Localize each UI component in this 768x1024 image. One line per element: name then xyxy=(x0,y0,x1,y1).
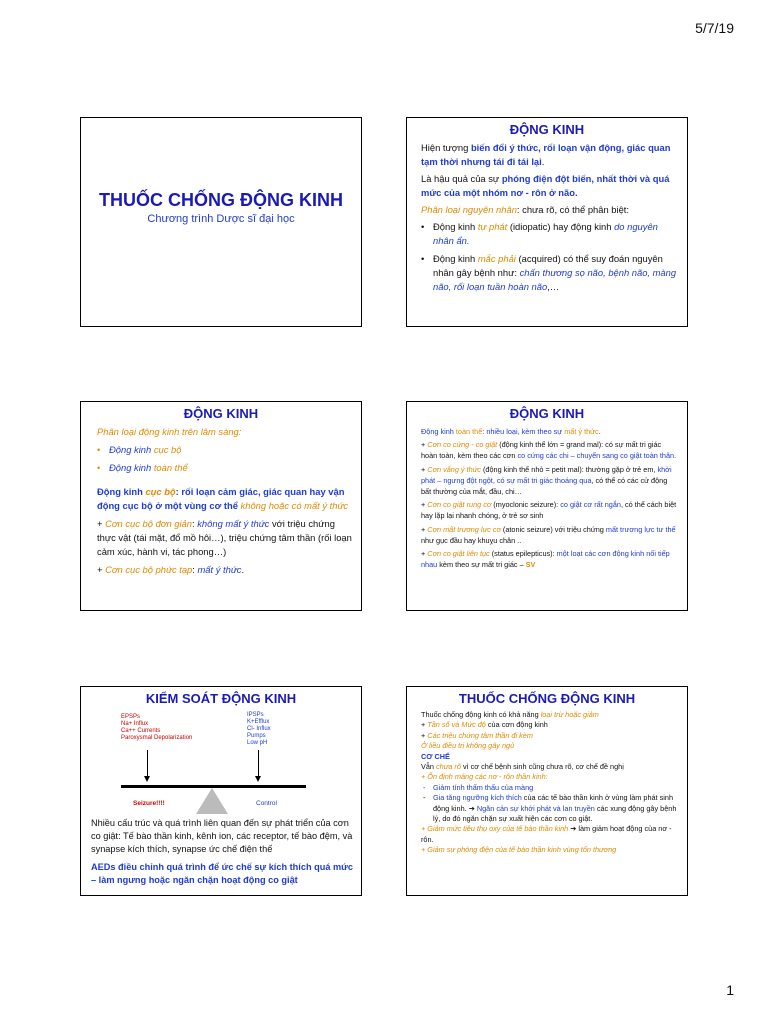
control-label: Control xyxy=(256,800,277,807)
arrowhead-right-icon xyxy=(255,776,261,782)
text-highlight: mất ý thức xyxy=(197,564,242,575)
slide6-line xyxy=(421,720,679,730)
page-number: 1 xyxy=(726,982,734,998)
balance-diagram xyxy=(121,714,321,814)
text: kèm theo sự mất tri giác – xyxy=(437,560,526,570)
text: (atonic seizure) với triệu chứng xyxy=(500,524,606,534)
slide6-subitem: - Giảm tính thấm thấu của màng xyxy=(421,783,679,793)
text-highlight: một loạt các cơn động kinh nối tiếp nhau xyxy=(421,549,670,570)
slide3-body xyxy=(81,421,361,577)
epsp-line: Paroxysmal Depolarization xyxy=(121,735,193,741)
text-highlight: co cứng các chi – chuyển sang co giật toàn thân. xyxy=(517,451,677,461)
ipsp-list xyxy=(247,712,271,747)
text-highlight: Cơn cục bộ phức tạp xyxy=(105,564,193,575)
slide1-subtitle: Chương trình Dược sĩ đại học xyxy=(147,213,295,225)
text: + xyxy=(421,440,428,450)
text: các xung động gây bệnh lý, do đó ngăn chặn sự xuất hiện các cơn co giật. xyxy=(433,803,677,824)
slide3-title: ĐỘNG KINH xyxy=(183,406,259,421)
text-highlight: Cơn vắng ý thức xyxy=(427,464,481,474)
slide4-p6 xyxy=(421,548,679,570)
text: của các tế bào thần kinh ở vùng làm phát sinh động kinh. ➔ xyxy=(433,793,674,813)
slide-dong-kinh-definition xyxy=(406,117,688,327)
slide5-p2: AEDs điều chỉnh quá trình để ức chế sự kích thích quá mức – làm ngưng hoặc ngăn chặn hoạt động co giật xyxy=(91,861,353,885)
text: như gục đầu hay khuỵu chân .. xyxy=(421,535,522,545)
text-highlight: chấn thương sọ não, bệnh não, màng não, rối loạn tuần hoàn não xyxy=(433,267,677,292)
slide5-title: KIỂM SOÁT ĐỘNG KINH xyxy=(145,691,297,706)
text: + xyxy=(97,518,106,529)
slide4-body xyxy=(407,421,687,570)
text: (myoclonic seizure): xyxy=(491,500,561,510)
slide6-line xyxy=(421,731,679,741)
text: : xyxy=(192,564,198,575)
slide1-title: THUỐC CHỐNG ĐỘNG KINH xyxy=(99,190,343,210)
text-highlight: Ngăn cản sự khởi phát và lan truyền xyxy=(476,803,595,813)
seizure-label: Seizure!!!! xyxy=(133,800,165,807)
text: + xyxy=(421,524,428,534)
text-highlight: SV xyxy=(525,560,536,570)
text-highlight: mất ý thức xyxy=(564,427,599,436)
slide6-line: + Ổn định màng các nơ - rôn thần kinh: xyxy=(421,772,548,782)
text-highlight: + Giảm mức tiêu thụ oxy của tế bào thần kinh xyxy=(421,824,569,834)
ipsp-line: IPSPs xyxy=(247,712,264,718)
ipsp-line: K+Efflux xyxy=(247,719,270,725)
slide4-p2 xyxy=(421,439,679,461)
text: + xyxy=(421,500,428,510)
slide6-line: + Giảm sự phóng điện của tế bào thần kinh vùng tổn thương xyxy=(421,845,617,855)
text: + xyxy=(421,720,428,730)
text: , có thể cách biệt hay lặp lại nhanh chóng, ở trẻ sơ sinh xyxy=(421,500,677,521)
text-highlight: Cơn mất trương lực cơ xyxy=(427,524,501,534)
slide3-p2 xyxy=(97,485,353,513)
text-highlight: toàn thể xyxy=(455,427,483,436)
slide3-bullet-2 xyxy=(97,461,353,475)
slide3-p1: Phân loại động kinh trên lâm sàng: xyxy=(97,426,242,437)
text-highlight: không hoặc có mất ý thức xyxy=(240,500,349,511)
slide3-bullet-1 xyxy=(97,443,353,457)
slide2-p1 xyxy=(421,141,679,169)
text: , có thể có các cử động bất thường của mắt, đầu, chi… xyxy=(421,475,668,497)
slide-title xyxy=(80,117,362,327)
slide2-p3 xyxy=(421,203,679,217)
fulcrum-triangle-icon xyxy=(196,788,228,814)
text: Động kinh xyxy=(109,444,154,455)
epsp-list xyxy=(121,714,192,742)
text: ,… xyxy=(547,281,560,292)
text-highlight: khởi phát – ngưng đột ngột, có sự mất tri giác thoáng qua xyxy=(421,464,672,485)
slide-generalized-seizures xyxy=(406,401,688,611)
slide-antiepileptic-mechanism xyxy=(406,686,688,896)
text: Là hậu quả của sự xyxy=(421,173,502,184)
slide2-p2 xyxy=(421,172,679,200)
text: + xyxy=(421,730,428,740)
text-highlight: Các triệu chứng tâm thần đi kèm xyxy=(427,730,533,740)
epsp-line: Ca++ Currents xyxy=(121,728,161,734)
text-highlight: co giật cơ rất ngắn xyxy=(560,500,621,510)
text: (acquired) có thể suy đoán nguyên nhân gây bệnh như: xyxy=(433,253,663,278)
epsp-line: Na+ Influx xyxy=(121,721,149,727)
text: Thuốc chống động kinh có khả năng xyxy=(421,710,541,719)
slide4-title: ĐỘNG KINH xyxy=(509,406,585,421)
text: + xyxy=(421,549,428,559)
slide6-line xyxy=(421,710,679,720)
text: ➔ làm giảm hoạt động của nơ - rôn. xyxy=(421,824,672,844)
text: (động kinh thể lớn = grand mal): có sự mất tri giác hoàn toàn, kèm theo các cơn xyxy=(421,440,662,461)
slide4-p5 xyxy=(421,524,679,546)
text: . xyxy=(598,427,601,436)
text-highlight: toàn thể xyxy=(153,462,188,473)
text-highlight: Cơn co cứng - co giật xyxy=(427,440,498,450)
text: (động kinh thể nhỏ = petit mal): thường gặp ở trẻ em, xyxy=(480,464,658,474)
page-date: 5/7/19 xyxy=(695,20,734,36)
text-highlight: cục bộ xyxy=(153,444,182,455)
ipsp-line: Cl- Influx xyxy=(247,726,271,732)
text: Động kinh xyxy=(97,486,146,497)
text-highlight: mắc phải xyxy=(477,253,516,264)
slide2-title: ĐỘNG KINH xyxy=(509,122,585,137)
text: : nhiều loại, kèm theo sự xyxy=(482,427,565,436)
slide5-p1: Nhiều cấu trúc và quá trình liên quan đến sự phát triển của cơn co giật: Tế bào thần kinh, kênh ion, các receptor, tế bào đệm, và synapse kích thích, synapse ức chế điện thế xyxy=(91,818,353,855)
slide6-heading: CƠ CHẾ xyxy=(421,751,450,761)
slide3-p4 xyxy=(97,563,353,577)
slide2-bullet-1 xyxy=(421,220,679,248)
text: : chưa rõ, có thể phân biệt: xyxy=(516,204,629,215)
text: Hiện tượng xyxy=(421,142,471,153)
slide6-body xyxy=(407,706,687,856)
slide6-title: THUỐC CHỐNG ĐỘNG KINH xyxy=(458,691,636,706)
text: của cơn động kinh xyxy=(485,720,548,730)
slide2-bullet-2 xyxy=(421,252,679,294)
text: Vẫn xyxy=(421,762,437,772)
ipsp-line: Pumps xyxy=(247,733,266,739)
text-highlight: Phân loại nguyên nhân xyxy=(421,204,517,215)
text-highlight: cục bộ xyxy=(145,486,176,497)
text: : rối loạn cảm giác, giác quan hay vận động cục bộ ở một vùng cơ thể xyxy=(97,486,345,511)
text: + xyxy=(421,464,428,474)
text-highlight: Cơn co giật liên tục xyxy=(427,549,490,559)
text-highlight: Tần số và Mức độ xyxy=(427,720,486,730)
text-highlight: do nguyên nhân ẩn. xyxy=(433,221,658,246)
text: (status epilepticus): xyxy=(489,549,557,559)
text: Động kinh xyxy=(421,427,456,436)
text: Động kinh xyxy=(109,462,154,473)
text: Động kinh xyxy=(433,221,478,232)
text-highlight: Gia tăng ngưỡng kích thích xyxy=(433,793,522,803)
slide2-body xyxy=(407,137,687,294)
slide4-p3 xyxy=(421,464,679,498)
slide4-p1 xyxy=(421,426,679,437)
text-highlight: Cơn co giật rung cơ xyxy=(427,500,492,510)
slide4-p4 xyxy=(421,499,679,521)
text: với triệu chứng thực vật (tái mặt, đổ mồ hôi…), triệu chứng tâm thần (rối loạn cảm xúc, hành vi, tác phong…) xyxy=(97,518,352,557)
text: : xyxy=(192,518,198,529)
slide6-line xyxy=(421,762,679,772)
text: Động kinh xyxy=(433,253,478,264)
ipsp-line: Low pH xyxy=(247,740,268,746)
slide-seizure-control xyxy=(80,686,362,896)
text: (idiopatic) hay động kinh xyxy=(507,221,615,232)
text-highlight: chưa rõ xyxy=(436,762,461,772)
arrowhead-left-icon xyxy=(144,776,150,782)
text-highlight: mất trương lực tư thế xyxy=(605,524,676,534)
text-highlight: biến đổi ý thức, rối loạn vận động, giác quan tạm thời nhưng tái đi tái lại xyxy=(421,142,671,167)
slide-clinical-classification xyxy=(80,401,362,611)
text-highlight: không mất ý thức xyxy=(197,518,270,529)
text-highlight: loại trừ hoặc giảm xyxy=(540,710,599,719)
text-highlight: Cơn cục bộ đơn giản xyxy=(105,518,193,529)
text: . xyxy=(541,156,545,167)
text-highlight: tự phát xyxy=(477,221,508,232)
slide6-line: Ở liều điều trị không gây ngủ xyxy=(421,741,515,751)
text: + xyxy=(97,564,106,575)
text: . xyxy=(241,564,245,575)
slide6-line xyxy=(421,824,679,845)
epsp-line: EPSPs xyxy=(121,714,141,720)
text-highlight: phóng điện đột biến, nhất thời và quá mức của một nhóm nơ - rôn ở não. xyxy=(421,173,670,198)
slide6-subitem xyxy=(421,793,679,824)
slide3-p3 xyxy=(97,517,353,559)
slide5-body xyxy=(91,817,353,891)
text: vì cơ chế bệnh sinh cũng chưa rõ, cơ chế đề nghị xyxy=(460,762,624,772)
